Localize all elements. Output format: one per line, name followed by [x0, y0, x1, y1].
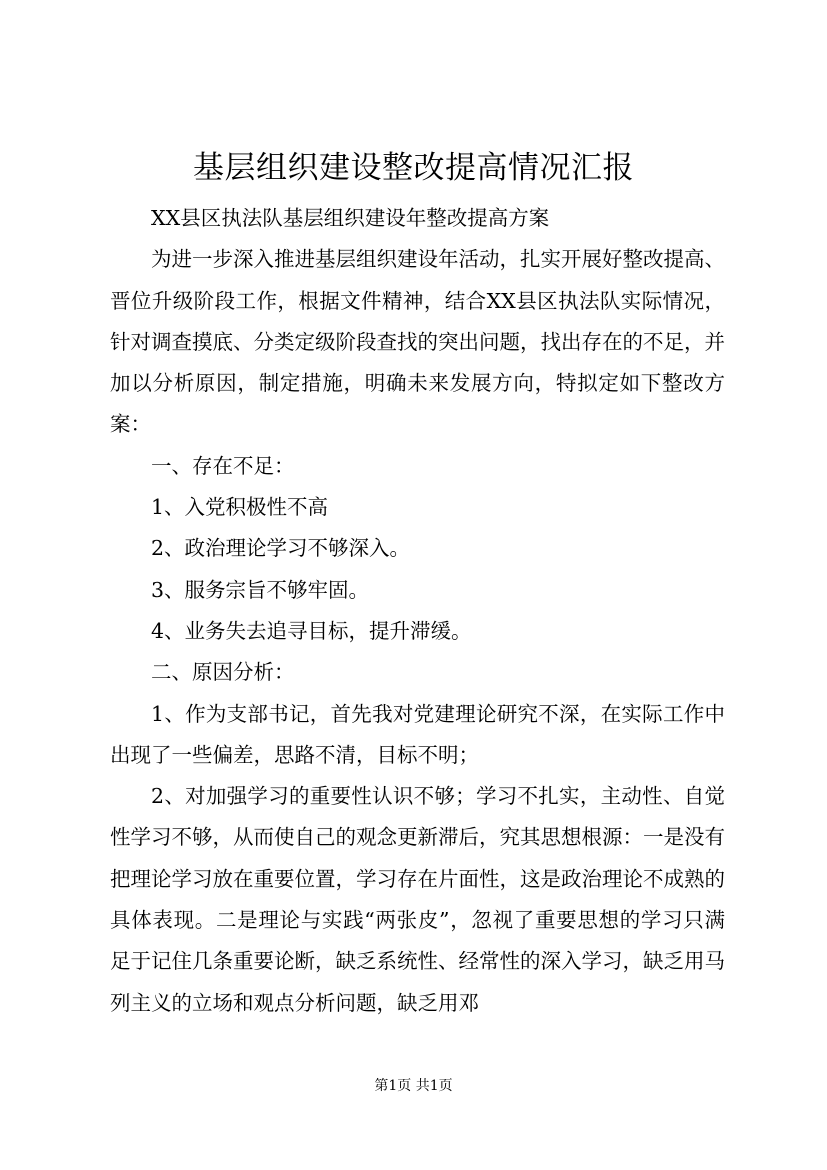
section-heading-causes: 二、原因分析：: [151, 660, 295, 685]
list-item: 1、入党积极性不高: [151, 495, 329, 520]
document-title: 基层组织建设整改提高情况汇报: [193, 150, 634, 186]
list-item: 4、业务失去追寻目标，提升滞缓。: [151, 618, 472, 643]
document-subtitle: XX县区执法队基层组织建设年整改提高方案: [151, 206, 550, 230]
list-item: 2、政治理论学习不够深入。: [151, 536, 411, 561]
document-body: [110, 198, 725, 1024]
section-heading-shortcomings: 一、存在不足：: [151, 453, 295, 478]
paragraph-cause-2: 2、对加强学习的重要性认识不够；学习不扎实，主动性、自觉性学习不够，从而使自己的观念更新滞后，究其思想根源：一是没有把理论学习放在重要位置，学习存在片面性，这是政治理论不成熟的具体表现。二是理论与实践“两张皮”，忽视了重要思想的学习只满足于记住几条重要论断，缺乏系统性、经常性的深入学习，缺乏用马列主义的立场和观点分析问题，缺乏用邓: [110, 784, 725, 1015]
paragraph-intro: 为进一步深入推进基层组织建设年活动，扎实开展好整改提高、晋位升级阶段工作，根据文件精神，结合XX县区执法队实际情况，针对调查摸底、分类定级阶段查找的突出问题，找出存在的不足，并加以分析原因，制定措施，明确未来发展方向，特拟定如下整改方案：: [110, 247, 725, 437]
list-item: 3、服务宗旨不够牢固。: [151, 577, 370, 602]
paragraph-cause-1: 1、作为支部书记，首先我对党建理论研究不深，在实际工作中出现了一些偏差，思路不清，目标不明；: [110, 701, 725, 767]
page-number-footer: 第1页 共1页: [374, 1078, 453, 1094]
